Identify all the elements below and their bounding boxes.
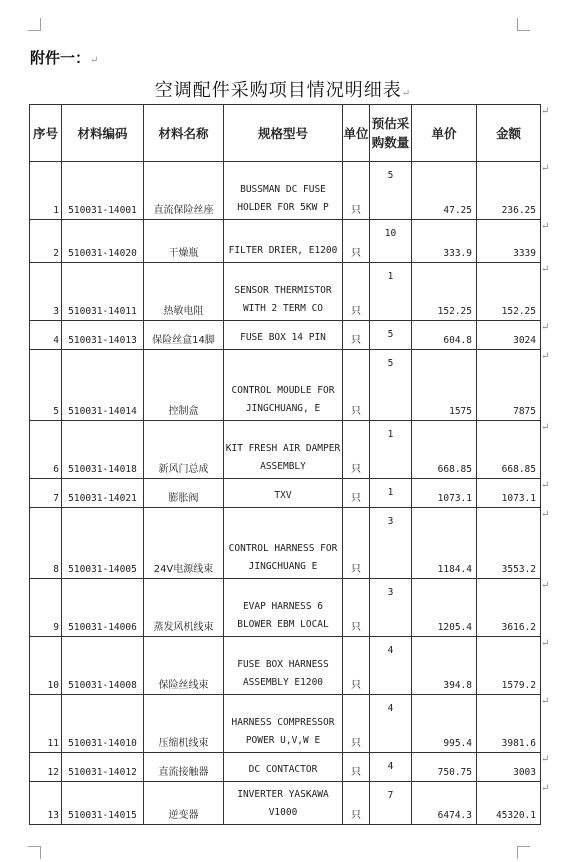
name-cell: 直流保险丝座 [144, 162, 224, 220]
qty-cell: 4 [370, 695, 412, 753]
table-row [30, 479, 541, 508]
spec-cell: FUSE BOX 14 PIN [224, 321, 343, 350]
unit-cell: 只 [343, 350, 370, 421]
seq-cell: 7 [30, 479, 62, 508]
table-row [30, 162, 541, 220]
spec-cell: BUSSMAN DC FUSE HOLDER FOR 5KW P [224, 162, 343, 220]
amount-cell: 668.85 [477, 421, 541, 479]
name-cell: 逆变器 [144, 782, 224, 825]
code-cell: 510031-14018 [62, 421, 144, 479]
price-cell: 1073.1 [412, 479, 477, 508]
unit-cell: 只 [343, 782, 370, 825]
seq-cell: 8 [30, 508, 62, 579]
unit-cell: 只 [343, 579, 370, 637]
document-title-text: 空调配件采购项目情况明细表 [154, 80, 402, 101]
unit-cell: 只 [343, 162, 370, 220]
seq-cell: 12 [30, 753, 62, 782]
seq-cell: 9 [30, 579, 62, 637]
qty-cell: 3 [370, 508, 412, 579]
code-cell: 510031-14005 [62, 508, 144, 579]
row-end-mark-icon: ↵ [541, 783, 550, 794]
row-end-mark-icon: ↵ [541, 696, 550, 707]
code-cell: 510031-14011 [62, 263, 144, 321]
qty-cell: 4 [370, 637, 412, 695]
spec-cell: EVAP HARNESS 6 BLOWER EBM LOCAL [224, 579, 343, 637]
price-cell: 47.25 [412, 162, 477, 220]
seq-cell: 5 [30, 350, 62, 421]
price-cell: 604.8 [412, 321, 477, 350]
header-cell-seq: 序号 [30, 105, 62, 162]
page-corner-mark [28, 18, 41, 31]
amount-cell: 1579.2 [477, 637, 541, 695]
table-row [30, 421, 541, 479]
code-cell: 510031-14006 [62, 579, 144, 637]
row-end-mark-icon: ↵ [541, 754, 550, 765]
spec-cell: SENSOR THERMISTOR WITH 2 TERM CO [224, 263, 343, 321]
qty-cell: 1 [370, 479, 412, 508]
qty-cell: 5 [370, 350, 412, 421]
price-cell: 333.9 [412, 220, 477, 263]
amount-cell: 3339 [477, 220, 541, 263]
table-row [30, 579, 541, 637]
unit-cell: 只 [343, 695, 370, 753]
unit-cell: 只 [343, 637, 370, 695]
seq-cell: 4 [30, 321, 62, 350]
row-end-mark-icon: ↵ [541, 580, 550, 591]
document-title [0, 76, 566, 102]
seq-cell: 3 [30, 263, 62, 321]
unit-cell: 只 [343, 479, 370, 508]
spec-cell: KIT FRESH AIR DAMPER ASSEMBLY [224, 421, 343, 479]
unit-cell: 只 [343, 321, 370, 350]
spec-cell: FILTER DRIER, E1200 [224, 220, 343, 263]
table-row [30, 695, 541, 753]
spec-cell: CONTROL HARNESS FOR JINGCHUANG E [224, 508, 343, 579]
paragraph-mark-icon: ↵ [401, 88, 412, 99]
name-cell: 热敏电阻 [144, 263, 224, 321]
seq-cell: 13 [30, 782, 62, 825]
row-end-mark-icon: ↵ [541, 221, 550, 232]
price-cell: 152.25 [412, 263, 477, 321]
name-cell: 控制盒 [144, 350, 224, 421]
row-end-mark-icon: ↵ [541, 106, 550, 117]
seq-cell: 1 [30, 162, 62, 220]
row-end-mark-icon: ↵ [541, 509, 550, 520]
code-cell: 510031-14014 [62, 350, 144, 421]
header-cell-unit: 单位 [343, 105, 370, 162]
name-cell: 直流接触器 [144, 753, 224, 782]
amount-cell: 45320.1 [477, 782, 541, 825]
code-cell: 510031-14020 [62, 220, 144, 263]
seq-cell: 11 [30, 695, 62, 753]
name-cell: 干燥瓶 [144, 220, 224, 263]
spec-cell: INVERTER YASKAWA V1000 [224, 782, 343, 825]
spec-cell: FUSE BOX HARNESS ASSEMBLY E1200 [224, 637, 343, 695]
amount-cell: 236.25 [477, 162, 541, 220]
price-cell: 6474.3 [412, 782, 477, 825]
price-cell: 1184.4 [412, 508, 477, 579]
price-cell: 1205.4 [412, 579, 477, 637]
table-row [30, 637, 541, 695]
price-cell: 750.75 [412, 753, 477, 782]
unit-cell: 只 [343, 263, 370, 321]
unit-cell: 只 [343, 508, 370, 579]
name-cell: 保险丝线束 [144, 637, 224, 695]
page-corner-mark [517, 18, 530, 31]
price-cell: 1575 [412, 350, 477, 421]
row-end-mark-icon: ↵ [541, 322, 550, 333]
spec-cell: HARNESS COMPRESSOR POWER U,V,W E [224, 695, 343, 753]
price-cell: 668.85 [412, 421, 477, 479]
amount-cell: 1073.1 [477, 479, 541, 508]
qty-cell: 1 [370, 263, 412, 321]
amount-cell: 3553.2 [477, 508, 541, 579]
table-row [30, 350, 541, 421]
qty-cell: 10 [370, 220, 412, 263]
table-row [30, 220, 541, 263]
header-cell-price: 单价 [412, 105, 477, 162]
row-end-mark-icon: ↵ [541, 351, 550, 362]
table-row [30, 753, 541, 782]
name-cell: 保险丝盒14脚 [144, 321, 224, 350]
attachment-heading [30, 47, 98, 68]
row-end-mark-icon: ↵ [541, 422, 550, 433]
code-cell: 510031-14021 [62, 479, 144, 508]
spec-cell: TXV [224, 479, 343, 508]
qty-cell: 5 [370, 162, 412, 220]
amount-cell: 3003 [477, 753, 541, 782]
procurement-table [29, 104, 541, 825]
code-cell: 510031-14001 [62, 162, 144, 220]
table-row [30, 782, 541, 825]
unit-cell: 只 [343, 753, 370, 782]
attachment-heading-text: 附件一： [30, 49, 91, 67]
qty-cell: 4 [370, 753, 412, 782]
row-end-mark-icon: ↵ [541, 264, 550, 275]
table-header-row [30, 105, 541, 162]
row-end-mark-icon: ↵ [541, 638, 550, 649]
amount-cell: 3616.2 [477, 579, 541, 637]
header-cell-amount: 金额 [477, 105, 541, 162]
price-cell: 394.8 [412, 637, 477, 695]
amount-cell: 7875 [477, 350, 541, 421]
header-cell-name: 材料名称 [144, 105, 224, 162]
code-cell: 510031-14010 [62, 695, 144, 753]
seq-cell: 2 [30, 220, 62, 263]
name-cell: 压缩机线束 [144, 695, 224, 753]
row-end-mark-icon: ↵ [541, 480, 550, 491]
name-cell: 新风门总成 [144, 421, 224, 479]
page-corner-mark [517, 846, 530, 859]
seq-cell: 10 [30, 637, 62, 695]
code-cell: 510031-14015 [62, 782, 144, 825]
table-row [30, 508, 541, 579]
spec-cell: DC CONTACTOR [224, 753, 343, 782]
code-cell: 510031-14013 [62, 321, 144, 350]
amount-cell: 3024 [477, 321, 541, 350]
amount-cell: 3981.6 [477, 695, 541, 753]
header-cell-spec: 规格型号 [224, 105, 343, 162]
seq-cell: 6 [30, 421, 62, 479]
qty-cell: 5 [370, 321, 412, 350]
unit-cell: 只 [343, 421, 370, 479]
code-cell: 510031-14008 [62, 637, 144, 695]
name-cell: 蒸发风机线束 [144, 579, 224, 637]
table-row [30, 263, 541, 321]
unit-cell: 只 [343, 220, 370, 263]
name-cell: 24V电源线束 [144, 508, 224, 579]
page-corner-mark [28, 846, 41, 859]
row-end-mark-icon: ↵ [541, 163, 550, 174]
amount-cell: 152.25 [477, 263, 541, 321]
header-cell-code: 材料编码 [62, 105, 144, 162]
name-cell: 膨胀阀 [144, 479, 224, 508]
paragraph-mark-icon: ↵ [90, 55, 99, 66]
price-cell: 995.4 [412, 695, 477, 753]
spec-cell: CONTROL MOUDLE FOR JINGCHUANG, E [224, 350, 343, 421]
qty-cell: 7 [370, 782, 412, 825]
qty-cell: 3 [370, 579, 412, 637]
header-cell-qty: 预估采购数量 [370, 105, 412, 162]
table-row [30, 321, 541, 350]
code-cell: 510031-14012 [62, 753, 144, 782]
qty-cell: 1 [370, 421, 412, 479]
